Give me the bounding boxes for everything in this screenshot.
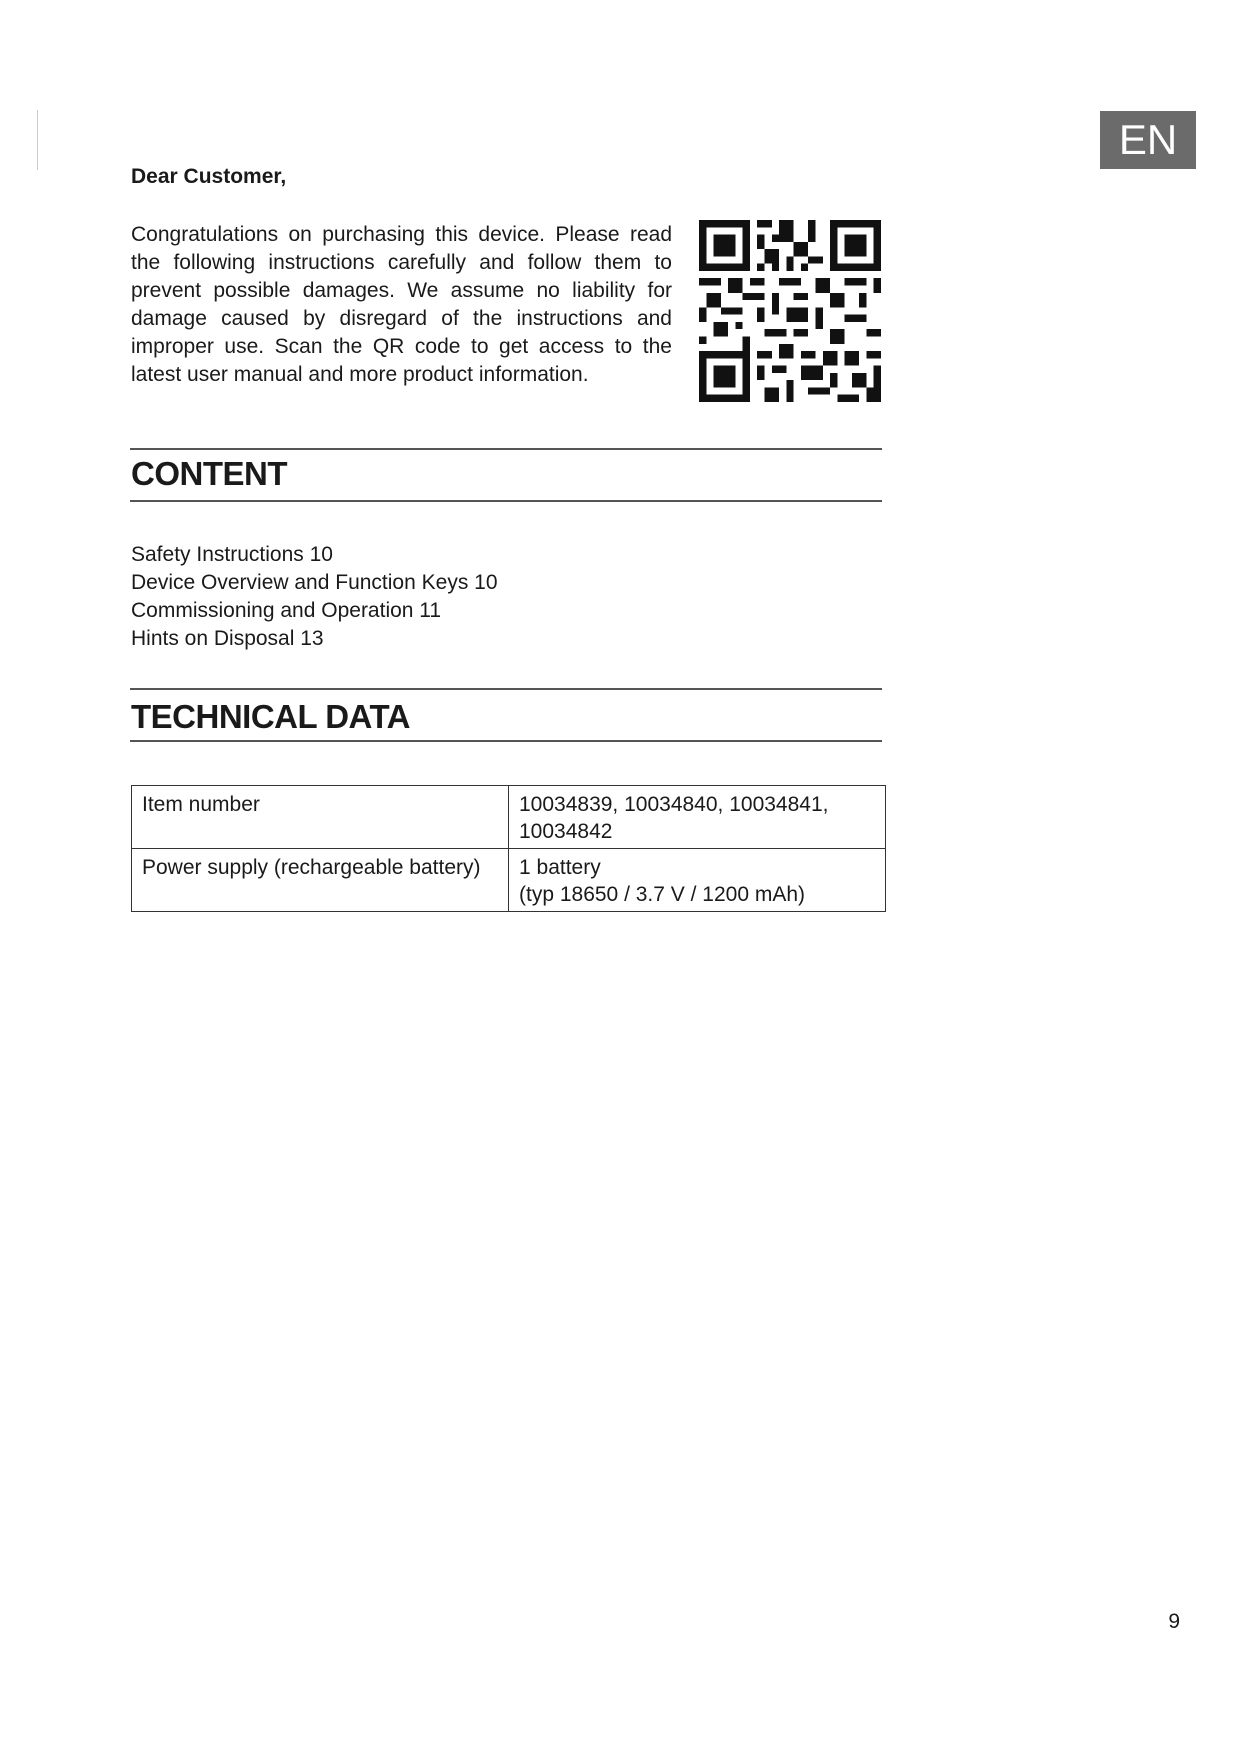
table-of-contents [131, 541, 498, 653]
row-value-line: (typ 18650 / 3.7 V / 1200 mAh) [519, 883, 806, 906]
technical-top-rule [130, 688, 882, 690]
table-row [132, 786, 886, 849]
row-value-line: 1 battery [519, 856, 601, 879]
toc-item[interactable]: Device Overview and Function Keys 10 [131, 571, 498, 594]
row-value [509, 786, 886, 849]
row-label: Power supply (rechargeable battery) [132, 849, 509, 912]
content-top-rule [130, 448, 882, 450]
row-value [509, 849, 886, 912]
toc-item[interactable]: Safety Instructions 10 [131, 543, 333, 566]
margin-line [37, 110, 38, 170]
technical-bottom-rule [130, 740, 882, 742]
row-value-line: 10034842 [519, 820, 613, 843]
page-number: 9 [1168, 1610, 1180, 1633]
row-value-line: 10034839, 10034840, 10034841, [519, 793, 829, 816]
toc-item[interactable]: Hints on Disposal 13 [131, 627, 324, 650]
row-label: Item number [132, 786, 509, 849]
greeting: Dear Customer, [131, 165, 287, 188]
intro-paragraph: Congratulations on purchasing this device. Please read the following instructions carefully and follow them to prevent possible damages. We assume no liability for damage caused by disregard of the instructions and improper use. Scan the QR code to get access to the latest user manual and more product information. [131, 223, 672, 386]
content-bottom-rule [130, 500, 882, 502]
table-row [132, 849, 886, 912]
toc-item[interactable]: Commissioning and Operation 11 [131, 599, 442, 622]
qr-code[interactable] [699, 220, 881, 402]
language-tab: EN [1100, 111, 1196, 169]
content-heading: CONTENT [131, 455, 287, 492]
technical-heading: TECHNICAL DATA [131, 698, 410, 735]
technical-data-table [131, 785, 886, 912]
